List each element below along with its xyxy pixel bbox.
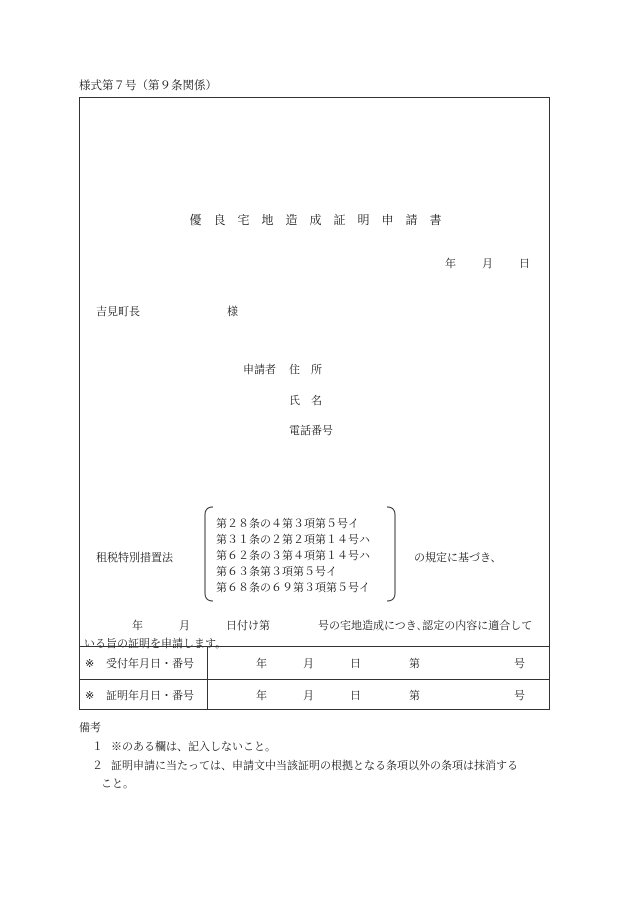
row-number-suffix: 号: [514, 657, 525, 670]
row-year: 年: [256, 689, 267, 702]
law-name: 租税特別措置法: [96, 551, 173, 564]
row-number-suffix: 号: [514, 689, 525, 702]
date-line: [445, 258, 530, 269]
row-year: 年: [256, 657, 267, 670]
row-mark: ※: [85, 689, 95, 702]
row-day: 日: [350, 689, 361, 702]
row-label: 証明年月日・番号: [106, 689, 194, 702]
clause-item: 第２８条の４第３項第５号イ: [216, 517, 359, 530]
table-divider: [80, 679, 549, 680]
note-number: １: [92, 740, 103, 753]
note-text: ※のある欄は、記入しないこと。: [111, 740, 276, 753]
clause-item: 第６３条第３項第５号イ: [216, 565, 337, 578]
row-month: 月: [303, 689, 314, 702]
clause-item: 第６２条の３第４項第１４号ハ: [216, 549, 370, 562]
row-day: 日: [350, 657, 361, 670]
note-item: [92, 760, 518, 771]
note-item: [92, 741, 276, 752]
application-form-frame: [79, 97, 550, 710]
clause-item: 第３１条の２第２項第１４号ハ: [216, 533, 370, 546]
date-year: 年: [445, 257, 456, 270]
applicant-label: 申請者: [243, 363, 276, 376]
body-number-text: 号の宅地造成につき､認定の内容に適合して: [318, 619, 533, 632]
row-label: 受付年月日・番号: [106, 657, 194, 670]
table-column-divider: [207, 646, 208, 709]
note-text-continued: こと。: [101, 777, 134, 790]
body-year: 年: [132, 619, 143, 632]
form-number-label: 様式第７号（第９条関係）: [79, 78, 217, 92]
date-month: 月: [482, 257, 493, 270]
row-mark: ※: [85, 657, 95, 670]
clause-item: 第６８条の６９第３項第５号イ: [216, 581, 370, 594]
request-body-line2: いる旨の証明を申請します。: [84, 637, 227, 650]
body-day-attached: 日付け第: [226, 619, 270, 632]
addressee-name: 吉見町長: [96, 305, 140, 318]
name-label: 氏 名: [289, 394, 322, 407]
date-day: 日: [519, 257, 530, 270]
body-month: 月: [179, 619, 190, 632]
addressee-honorific: 様: [227, 305, 238, 318]
address-label: 住 所: [289, 363, 322, 376]
basis-text: の規定に基づき、: [414, 551, 502, 564]
row-month: 月: [303, 657, 314, 670]
phone-label: 電話番号: [289, 424, 333, 437]
row-number-prefix: 第: [409, 657, 420, 670]
note-text: 証明申請に当たっては、申請文中当該証明の根拠となる条項以外の条項は抹消する: [111, 759, 518, 772]
table-divider: [80, 646, 549, 647]
document-title: 優 良 宅 地 造 成 証 明 申 請 書: [189, 213, 442, 227]
row-number-prefix: 第: [409, 689, 420, 702]
note-number: ２: [92, 759, 103, 772]
notes-title: 備考: [79, 721, 101, 734]
